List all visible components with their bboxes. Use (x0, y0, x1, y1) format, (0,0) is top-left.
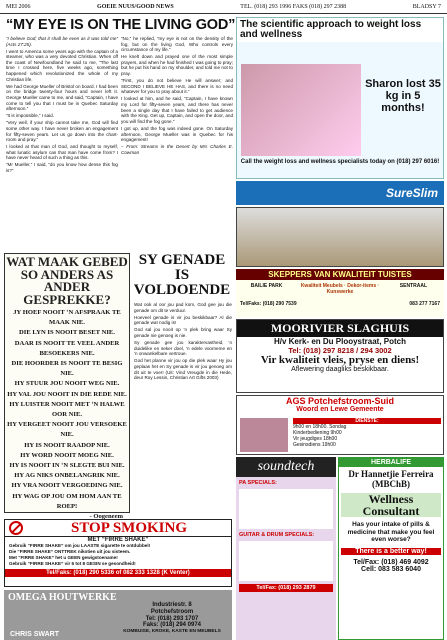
prayer-line: DIE HOORDER IS NOOIT TE BESIG NIE. (11, 360, 123, 378)
pastor-photo (240, 418, 288, 452)
moorivier-tel: Tel: (018) 297 8218 / 294 3002 (288, 346, 392, 355)
stop-item: Gebruik “FIRRE SHAKE” vir 6 tot 8 GESIN se gesondheid! (9, 561, 136, 566)
stop-smoking-sub: MET “FIRRE SHAKE” (87, 537, 149, 543)
soundtech-specials (239, 489, 333, 529)
prayer-line: DAAR IS NOOIT TE VEEL ANDER BESOEKERS NIE. (14, 339, 120, 357)
skeppers-title: SKEPPERS VAN KWALITEIT TUISTES (236, 269, 444, 280)
skeppers-items: Kwaliteit Meubels · Dekor-items · Kunswerke (300, 283, 380, 295)
ags-sub: Woord en Lewe Gemeente (296, 406, 384, 413)
genade-paragraph: Wat ook al oor jou pad kom, God gee jou die genade om dit te verduur. (134, 302, 232, 313)
ags-church-ad (236, 395, 444, 455)
prayer-title: WAT MAAK GEBED SO ANDERS AS ANDER GESPREKKE? (6, 254, 128, 307)
soundtech-tel: Tel/Fax: (018) 293 2879 (239, 584, 333, 592)
herbalife-doctor: Dr Hannetjie Ferreira (MBChB) (348, 469, 434, 489)
prayer-lines (5, 308, 129, 522)
weight-loss-photo (241, 64, 361, 156)
article-text: I looked at that man of God, and thought to myself, what lunatic asylum can that man have come from? I have never heard of such a thing as this. (6, 144, 118, 161)
stop-item: Met “FIRRE SHAKE” het u GEEN gewigstoename! (9, 555, 118, 560)
article-text: “Very well, if your ship cannot take me, God will find some other way. I have never broken an engagement for fifty-seven years. Let us go down into the chart-room and pray.” (6, 120, 118, 143)
prayer-line: HY VAL JOU NOOIT IN DIE REDE NIE. (7, 390, 127, 398)
genade-paragraph: Hoeveel genade is vir jou beskikbaar? Al die genade wat nodig is! (134, 314, 232, 326)
article-text: We had George Mueller of Bristol on board. I had been on the bridge twenty-four hours and never left it. George Mueller came to me, and said, “Captain, I have come to tell you that I must be in Quebec Saturday afternoon.” (6, 83, 118, 112)
skeppers-branch: SENTRAAL (399, 283, 428, 289)
prayer-line: HY IS NOOIT RAADOP NIE. (24, 441, 110, 449)
omega-city: Potchefstroom (150, 608, 194, 615)
publication-name: GOEIE NUUS/GOOD NEWS (97, 3, 174, 10)
herbalife-ad (338, 457, 444, 640)
herbalife-wellness: Wellness Consultant (341, 493, 441, 517)
page-date: MEI 2006 (6, 3, 31, 10)
prayer-line: HY WORD NOOIT MOEG NIE. (20, 451, 114, 459)
prayer-signoff: - Oogeneem (89, 513, 123, 521)
moorivier-slogan: Vir kwaliteit vleis, pryse en diens! (260, 354, 420, 366)
omega-brand: CHRIS SWART (10, 631, 59, 638)
prayer-line: HY STUUR JOU NOOIT WEG NIE. (14, 380, 120, 388)
ags-service: Kinderbediening 9h00 (293, 430, 342, 436)
skeppers-ad (236, 269, 444, 317)
prayer-line: HY IS NOOIT IN ‘N SLEGTE BUI NIE. (9, 462, 125, 470)
furniture-photo (237, 208, 443, 266)
article-text: I got up, and the fog was indeed gone. On Saturday afternoon, George Mueller was in Quebec for his engagement! (121, 125, 233, 143)
soundtech-name: soundtech (236, 457, 336, 477)
herbalife-cell: Cell: 083 583 6040 (361, 565, 421, 573)
prayer-box (4, 253, 130, 521)
skeppers-tel2: 083 277 7167 (409, 301, 440, 307)
ags-service: Gesinsdiens 19h00 (293, 442, 336, 448)
genade-paragraph: God het planne vir jou op die plek waar Hy jou geplaas het en Sy genade is vir jou genoeg om dit uit te voer! (Uit: Vind Vreugde in die Hede, deur Roy Lessin, Christian Art Gifts 2003) (134, 358, 232, 381)
herbalife-question: Has your intake of pills & medicine that make you feel even worse? (347, 521, 435, 543)
prayer-line: HY LUISTER NOOIT MET ‘N HALWE OOR NIE. (9, 400, 125, 419)
article-text: “Mr Mueller,” I said, “do you know how dense this fog is?” (6, 162, 118, 174)
genade-paragraph: Sy genade gee jou karaktervastheid, ‘n duidelike en seker doel, ‘n edele voorneme en ‘n onwankelbare vertroue. (134, 340, 232, 357)
article-column-1 (6, 36, 118, 252)
ags-service: 9h00 en 18h00. Sondag (293, 424, 347, 430)
header-phone: TEL. (018) 293 1996 FAKS (018) 297 2388 (240, 3, 347, 10)
prayer-line: HY VRA NOOIT VERGOEDING NIE. (11, 482, 123, 490)
article-text: He knelt down and prayed one of the most simple prayers, and when he had finished I was going to pray; but he put his hand on my shoulder, and told me not to pray. (121, 54, 233, 77)
omega-fax: Faks: (018) 294 0974 (142, 622, 202, 629)
page-header (0, 0, 447, 14)
prayer-line: HY AG NIKS ONBELANGRIK NIE. (14, 472, 120, 480)
prayer-line: DIE LYN IS NOOIT BESET NIE. (19, 329, 115, 337)
skeppers-branch: BAILIE PARK (250, 283, 283, 289)
prayer-line: HY WAG OP JOU OM HOM AAN TE ROEP! (12, 492, 122, 510)
omega-name: OMEGA HOUTWERKE (8, 592, 117, 603)
prayer-line: JY HOEF NOOIT ‘N AFSPRAAK TE MAAK NIE. (13, 309, 121, 327)
ags-services-title: DIENSTE: (293, 418, 441, 424)
page-number: BLADSY 7 (412, 3, 441, 10)
soundtech-item: GUITAR & DRUM SPECIALS: (239, 532, 315, 538)
moorivier-ad (236, 319, 444, 393)
furniture-ad (236, 207, 444, 267)
sureslim-ad (236, 17, 444, 179)
genade-title: SY GENADE IS VOLDOENDE (133, 252, 231, 298)
moorivier-name: MOORIVIER SLAGHUIS (237, 320, 443, 337)
genade-text (134, 302, 232, 516)
article-text: “I believe God; that it shall be even as it was told me” (Acts 27:25). (6, 36, 118, 47)
no-smoking-icon (9, 521, 23, 535)
ags-title: AGS Potchefstroom-Suid (285, 396, 394, 406)
article-text: I looked at him, and he said, “Captain, I have known my Lord for fifty-seven years, and there has never been a single day that I have failed to get audience with the King. Get up, Captain, and open the door, and you will find the fog gone.” (121, 96, 233, 124)
article-column-2 (121, 36, 233, 252)
sureslim-brand: SureSlim (385, 186, 438, 200)
sureslim-title: The scientific approach to weight loss and wellness (237, 18, 443, 42)
skeppers-tel: Tel/Faks: (018) 290 7539 (240, 301, 297, 307)
soundtech-item: PA SPECIALS: (239, 480, 277, 486)
stop-item: Die “FIRRE SHAKE” ONTTREK nikotien uit jou sisteem. (9, 549, 131, 554)
soundtech-ad (236, 457, 336, 640)
stop-smoking-title: STOP SMOKING (70, 519, 187, 536)
ags-service: Vir jeugdiges 18h00 (293, 436, 338, 442)
article-title: “MY EYE IS ON THE LIVING GOD” (6, 17, 236, 33)
herbalife-brand: HERBALIFE (339, 458, 443, 467)
article-text: I went to America some years ago with the captain of a steamer, who was a very devoted Christian. When off the coast of Newfoundland he said to me, “The last time I crossed here, five weeks ago, something happened which revolutionized the whole of my Christian life. (6, 48, 118, 82)
sureslim-call: Call the weight loss and wellness specialists today on (018) 297 6016! (240, 159, 440, 165)
article-text: “It is impossible,” I said. (6, 113, 54, 119)
sureslim-logo-banner (236, 181, 444, 205)
omega-tel: Tel: (018) 293 1707 (145, 615, 199, 622)
stop-item: Gebruik “FIRRE SHAKE” om jou LAASTE sigarette te ontdubbel! (9, 543, 151, 548)
moorivier-address: H/v Kerk- en Du Plooystraat, Potch (273, 337, 407, 346)
genade-paragraph: God sal jou nooit op ‘n plek bring waar Sy genade nie genoeg is nie. (134, 327, 232, 338)
article-text: “No,” he replied, “my eye is not on the density of the fog, but on the living God, Who controls every circumstance of my life.” (121, 36, 233, 53)
stop-phone: Tel/Faks: (018) 290 5336 of 082 333 1328 (K Venter) (5, 569, 231, 577)
article-text: “First, you do not believe He will answer; and SECOND I BELIEVE HE HAS, and there is no need whatever for you to pray about it.” (121, 78, 233, 95)
omega-ad (4, 590, 232, 640)
stop-smoking-ad (4, 519, 232, 587)
soundtech-guitar (239, 541, 333, 581)
moorivier-sub: Aflewering daagliks beskikbaar. (291, 366, 389, 373)
herbalife-tel: Tel/Fax: (018) 469 4092 (353, 558, 429, 566)
sureslim-result: Sharon lost 35 kg in 5 months! (365, 78, 441, 114)
omega-address: Industriestr. 8 (152, 602, 192, 608)
herbalife-better-way: There is a better way! (341, 548, 441, 555)
omega-tags: KOMBUISE, KROKE, KASTE EN MEUBELS (123, 629, 221, 635)
prayer-line: HY VERGEET NOOIT JOU VERSOEKE NIE. (7, 421, 127, 439)
article-source: – From: Streams in the Desert by Mrs Charles E. Cowman (121, 144, 233, 155)
